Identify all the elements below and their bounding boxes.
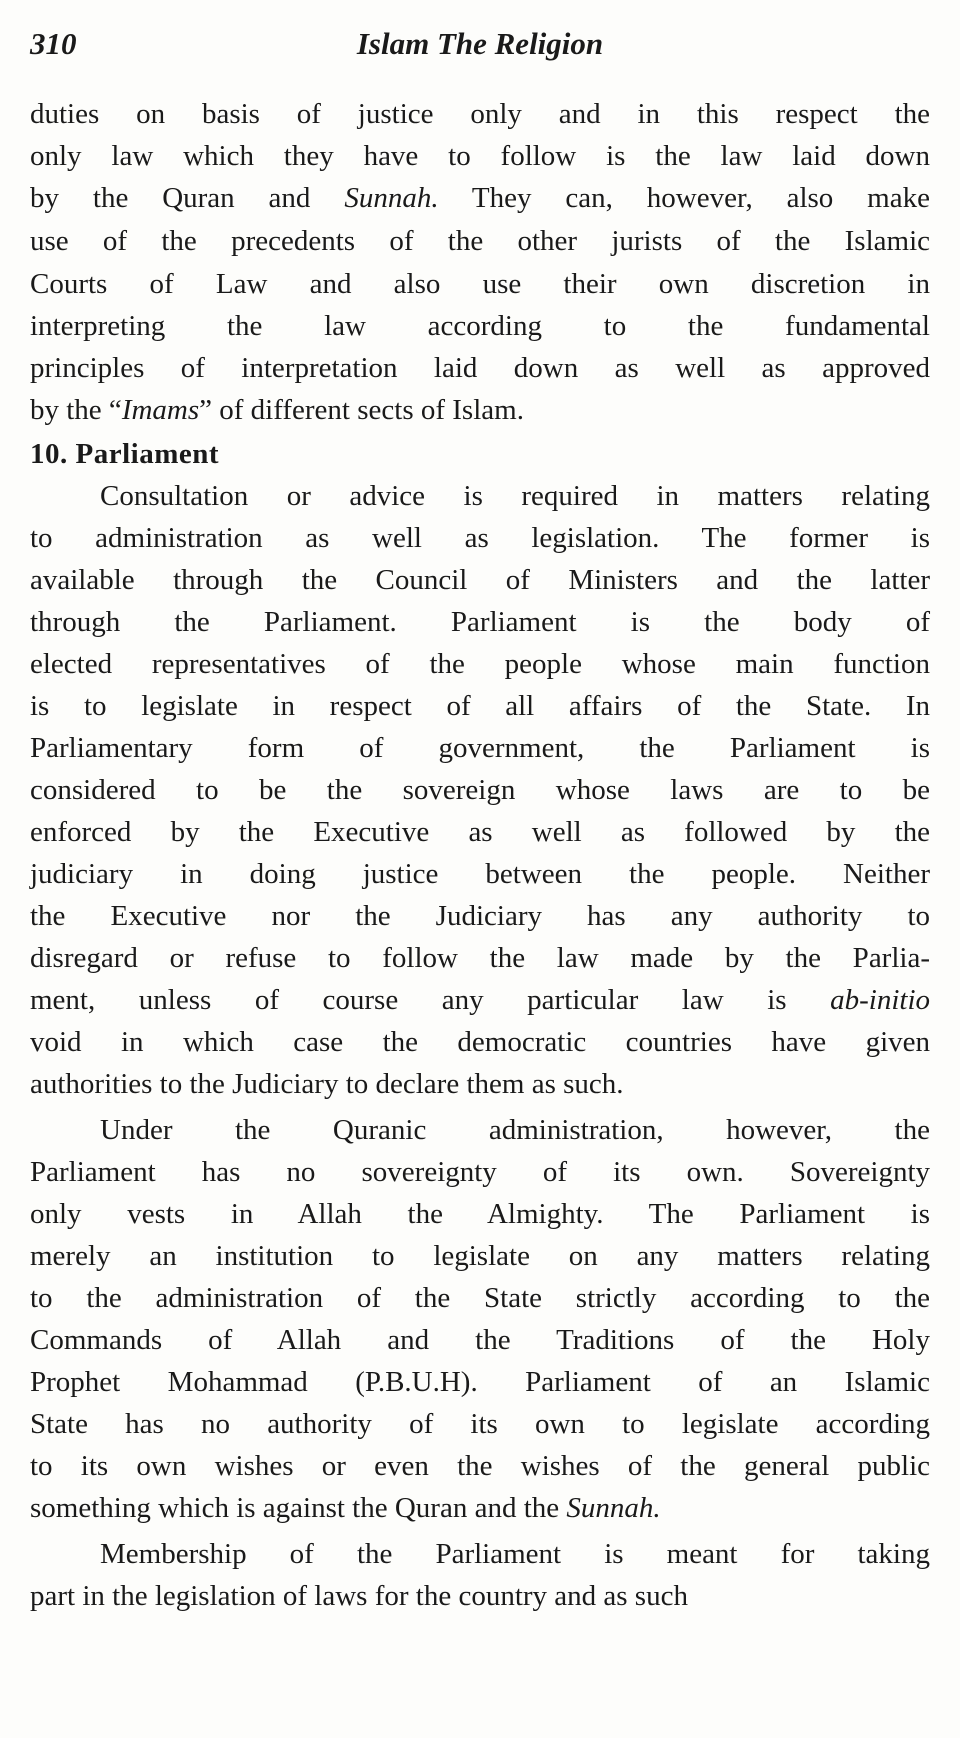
text-run: only vests in Allah the Almighty. The Parliament is [30, 1198, 930, 1230]
text-line [30, 937, 930, 979]
text-run: ment, unless of course any particular law is [30, 984, 831, 1016]
text-run: is to legislate in respect of all affairs of the State. In [30, 690, 930, 722]
text-line [30, 135, 930, 177]
text-run: void in which case the democratic countries have given [30, 1026, 930, 1058]
text-run: ” of different sects of Islam. [199, 394, 524, 426]
text-line [30, 643, 930, 685]
text-run: authorities to the Judiciary to declare them as such. [30, 1068, 624, 1100]
text-line [30, 895, 930, 937]
text-line [30, 1361, 930, 1403]
text-run: disregard or refuse to follow the law made by the Parlia- [30, 942, 930, 974]
text-line [30, 389, 930, 431]
text-line [30, 347, 930, 389]
text-run: Membership of the Parliament is meant for taking [100, 1538, 930, 1570]
text-run: Parliamentary form of government, the Parliament is [30, 732, 930, 764]
italic-run: Sunnah. [344, 182, 439, 214]
text-line [30, 1319, 930, 1361]
text-line [30, 93, 930, 135]
text-line [30, 517, 930, 559]
text-line [30, 1063, 930, 1105]
text-run: State has no authority of its own to legislate according [30, 1408, 930, 1440]
text-line [30, 727, 930, 769]
text-line [30, 1403, 930, 1445]
text-line [30, 1445, 930, 1487]
text-run: enforced by the Executive as well as followed by the [30, 816, 930, 848]
text-run: Commands of Allah and the Traditions of the Holy [30, 1324, 930, 1356]
text-run: Courts of Law and also use their own discretion in [30, 268, 930, 300]
text-line [30, 769, 930, 811]
section-heading [30, 433, 930, 475]
text-line [30, 305, 930, 347]
running-title: Islam The Religion [356, 26, 604, 61]
italic-run: ab-initio [830, 984, 930, 1016]
text-line [30, 811, 930, 853]
text-line [30, 1575, 930, 1617]
page-number: 310 [30, 26, 77, 61]
text-run: They can, however, also make [438, 182, 930, 214]
text-run: principles of interpretation laid down as well as approved [30, 352, 930, 384]
text-run: Prophet Mohammad (P.B.U.H). Parliament of an Islamic [30, 1366, 930, 1398]
text-run: through the Parliament. Parliament is the body of [30, 606, 930, 638]
text-run: Parliament has no sovereignty of its own. Sovereignty [30, 1156, 930, 1188]
text-run: interpreting the law according to the fundamental [30, 310, 930, 342]
italic-run: Sunnah. [566, 1492, 661, 1524]
text-run: to the administration of the State strictly according to the [30, 1282, 930, 1314]
text-run: to administration as well as legislation. The former is [30, 522, 930, 554]
text-line [30, 1533, 930, 1575]
text-run: considered to be the sovereign whose laws are to be [30, 774, 930, 806]
text-run: 10. Parliament [30, 438, 220, 470]
text-run: something which is against the Quran and the [30, 1492, 567, 1524]
text-line [30, 263, 930, 305]
text-run: the Executive nor the Judiciary has any authority to [30, 900, 930, 932]
text-line [30, 1021, 930, 1063]
text-run: merely an institution to legislate on any matters relating [30, 1240, 930, 1272]
text-run: Consultation or advice is required in matters relating [100, 480, 930, 512]
text-run: judiciary in doing justice between the people. Neither [30, 858, 930, 890]
text-line [30, 1193, 930, 1235]
text-run: elected representatives of the people whose main function [30, 648, 930, 680]
text-run: by the “ [30, 394, 122, 426]
text-line [30, 601, 930, 643]
text-line [30, 1151, 930, 1193]
text-line [30, 220, 930, 262]
text-run: part in the legislation of laws for the country and as such [30, 1580, 688, 1612]
text-line [30, 475, 930, 517]
text-line [30, 853, 930, 895]
text-run: duties on basis of justice only and in this respect the [30, 98, 930, 130]
text-line [30, 685, 930, 727]
text-run: to its own wishes or even the wishes of the general public [30, 1450, 930, 1482]
text-line [30, 1277, 930, 1319]
text-line [30, 177, 930, 219]
text-line [30, 1487, 930, 1529]
text-line [30, 979, 930, 1021]
text-run: available through the Council of Ministers and the latter [30, 564, 930, 596]
text-run: by the Quran and [30, 182, 345, 214]
text-line [30, 559, 930, 601]
page-header [30, 22, 930, 66]
italic-run: Imams [121, 394, 200, 426]
text-line [30, 1109, 930, 1151]
text-run: use of the precedents of the other jurists of the Islamic [30, 225, 930, 257]
text-run: Under the Quranic administration, however, the [100, 1114, 930, 1146]
text-run: only law which they have to follow is the law laid down [30, 140, 930, 172]
text-line [30, 1235, 930, 1277]
